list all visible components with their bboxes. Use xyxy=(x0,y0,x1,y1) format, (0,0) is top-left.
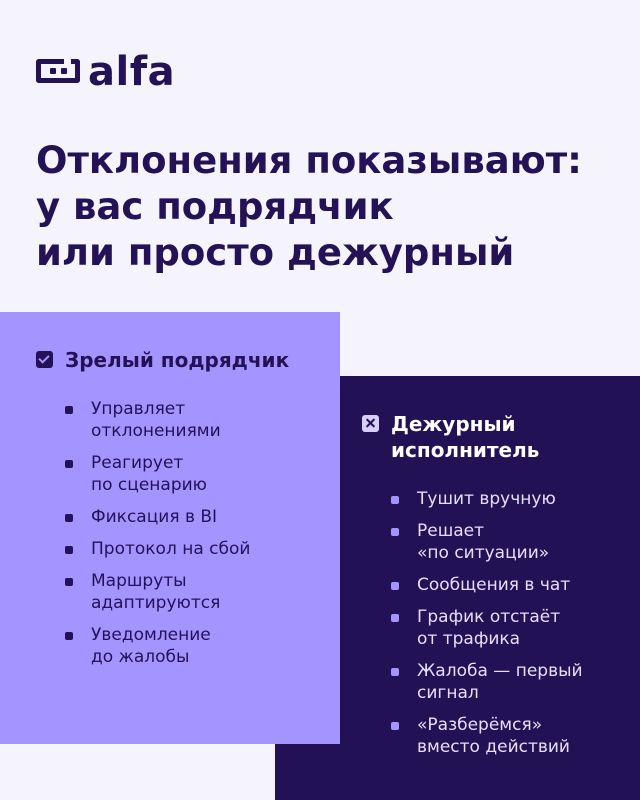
bullet-icon xyxy=(391,496,399,504)
list-item: Сообщения в чат xyxy=(391,574,631,596)
bullet-icon xyxy=(391,528,399,536)
bullet-icon xyxy=(65,578,73,586)
headline-line-1: Отклонения показывают: xyxy=(36,139,582,182)
headline-line-2: у вас подрядчик xyxy=(36,185,394,228)
brand-logo xyxy=(36,49,176,95)
robot-logo-icon xyxy=(36,56,80,88)
bullet-icon xyxy=(391,582,399,590)
duty-title-text: Дежурный исполнитель xyxy=(391,412,540,462)
bullet-icon xyxy=(65,406,73,414)
mature-section-title xyxy=(36,347,289,373)
brand-name: alfa xyxy=(88,49,176,95)
list-item: График отстаёт от трафика xyxy=(391,606,631,650)
bullet-icon xyxy=(65,546,73,554)
bullet-icon xyxy=(391,668,399,676)
bullet-icon xyxy=(65,514,73,522)
list-item: Уведомление до жалобы xyxy=(65,624,335,668)
bullet-icon xyxy=(391,722,399,730)
x-box-icon xyxy=(362,415,379,432)
headline-line-3: или просто дежурный xyxy=(36,231,515,274)
mature-title-text: Зрелый подрядчик xyxy=(65,348,290,372)
bullet-icon xyxy=(65,632,73,640)
headline xyxy=(36,138,616,276)
list-item: Маршруты адаптируются xyxy=(65,570,335,614)
list-item: Решает «по ситуации» xyxy=(391,520,631,564)
list-item: Протокол на сбой xyxy=(65,538,335,560)
bullet-icon xyxy=(65,460,73,468)
checkbox-icon xyxy=(36,351,53,368)
list-item: Управляет отклонениями xyxy=(65,398,335,442)
list-item: Фиксация в BI xyxy=(65,506,335,528)
list-item: Реагирует по сценарию xyxy=(65,452,335,496)
duty-section-title xyxy=(362,411,539,463)
bullet-icon xyxy=(391,614,399,622)
list-item: «Разберёмся» вместо действий xyxy=(391,714,631,758)
mature-list xyxy=(65,398,335,678)
list-item: Жалоба — первый сигнал xyxy=(391,660,631,704)
duty-list xyxy=(391,488,631,768)
list-item: Тушит вручную xyxy=(391,488,631,510)
